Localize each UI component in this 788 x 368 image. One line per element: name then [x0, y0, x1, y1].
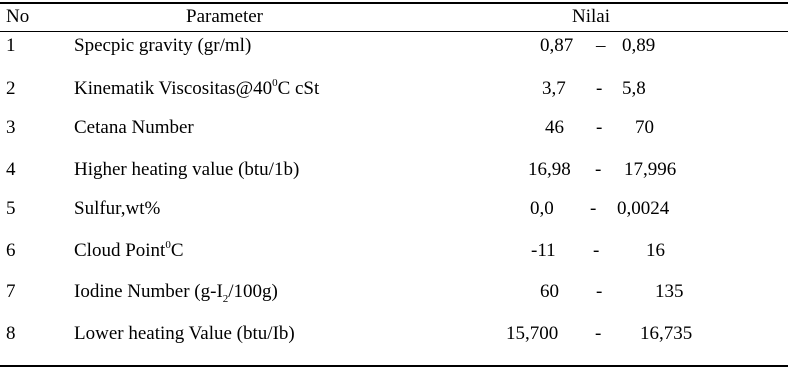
header-no: No	[6, 6, 30, 27]
value-min: 3,7	[542, 78, 566, 99]
parameter-name: Cetana Number	[74, 117, 194, 138]
parameter-name: Iodine Number $(g-I_2/100g)$	[74, 281, 278, 305]
value-max: 70	[635, 117, 654, 138]
table-top-rule	[0, 2, 788, 4]
value-min: 46	[545, 117, 564, 138]
value-separator: -	[596, 281, 603, 302]
value-min: -11	[531, 240, 556, 261]
parameter-name: Lower heating Value (btu/Ib)	[74, 323, 295, 344]
row-number: 2	[6, 78, 16, 99]
row-number: 7	[6, 281, 16, 302]
value-separator: -	[595, 323, 602, 344]
value-max: 0,89	[622, 35, 656, 56]
row-number: 5	[6, 198, 16, 219]
value-min: 15,700	[506, 323, 559, 344]
value-min: 60	[540, 281, 559, 302]
value-max: 16,735	[640, 323, 693, 344]
parameter-name: Specpic gravity (gr/ml)	[74, 35, 252, 56]
parameter-name: Kinematik $Viscositas@40^0C$ cSt	[74, 77, 320, 99]
parameter-name: Higher heating value (btu/1b)	[74, 159, 300, 180]
row-number: 3	[6, 117, 16, 138]
row-number: 8	[6, 323, 16, 344]
value-separator: -	[596, 78, 603, 99]
value-separator: -	[595, 159, 602, 180]
row-number: 6	[6, 240, 16, 261]
row-number: 4	[6, 159, 16, 180]
value-min: 0,87	[540, 35, 574, 56]
value-separator: -	[596, 117, 603, 138]
parameter-name: Cloud Point$^0$C	[74, 239, 184, 261]
header-rule	[0, 31, 788, 32]
row-number: 1	[6, 35, 16, 56]
value-max: 0,0024	[617, 198, 670, 219]
table-bottom-rule	[0, 365, 788, 367]
value-separator: -	[590, 198, 597, 219]
value-max: 5,8	[622, 78, 646, 99]
value-max: 135	[655, 281, 684, 302]
header-value: Nilai	[572, 6, 610, 27]
value-separator: -	[593, 240, 600, 261]
parameter-name: Sulfur,wt%	[74, 198, 161, 219]
value-max: 17,996	[624, 159, 677, 180]
value-max: 16	[646, 240, 665, 261]
value-min: 16,98	[528, 159, 571, 180]
value-separator: –	[596, 35, 606, 56]
header-parameter: Parameter	[186, 6, 264, 27]
value-min: 0,0	[530, 198, 554, 219]
